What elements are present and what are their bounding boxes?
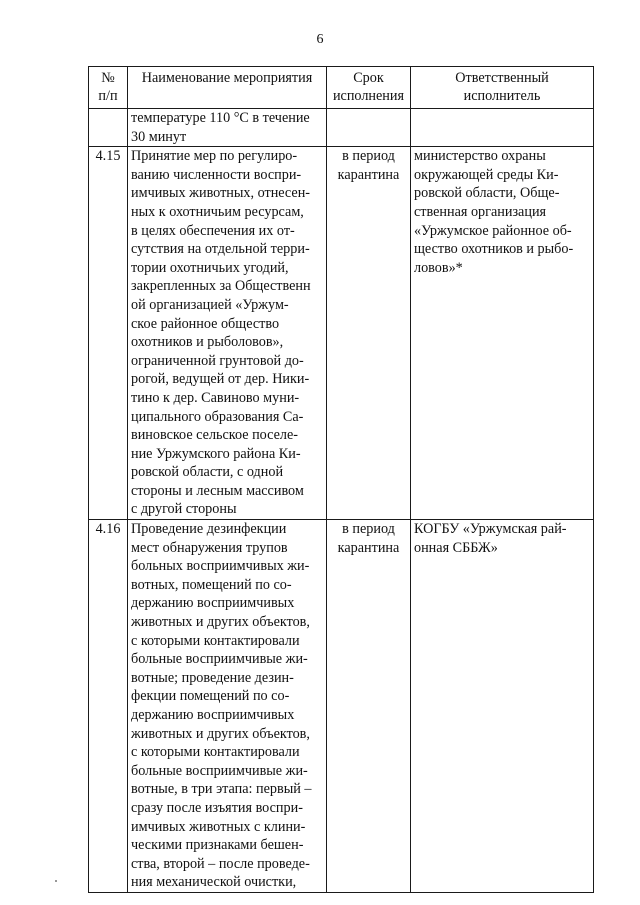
- row-responsible: [411, 147, 594, 520]
- table-row-continuation: [89, 109, 594, 147]
- cell-line: вотных, помещений по со-: [131, 576, 292, 593]
- cell-line: с которыми контактировали: [131, 632, 300, 649]
- cell-line: температуре 110 °С в течение: [131, 110, 310, 126]
- cell-line: сутствия на отдельной терри-: [131, 241, 310, 258]
- row-term: [327, 147, 411, 520]
- cell-line: ства, второй – после проведе-: [131, 855, 310, 872]
- page-number: 6: [316, 32, 324, 47]
- cell-line: ных к охотничьим ресурсам,: [131, 203, 304, 220]
- cell-line: «Уржумское районное об-: [414, 222, 572, 239]
- cell-line: держанию восприимчивых: [131, 595, 295, 612]
- cell-line: ровской области, Обще-: [414, 185, 560, 202]
- cell-line: ния механической очистки,: [131, 874, 297, 891]
- row-responsible: [411, 520, 594, 893]
- cell-line: закрепленных за Общественн: [131, 278, 311, 295]
- cell-line: тории охотничьих угодий,: [131, 259, 289, 276]
- table-row-4-16: [89, 520, 594, 893]
- cell-line: ципального образования Са-: [131, 408, 304, 425]
- header-term: Срок исполнения: [327, 67, 411, 109]
- cell-line: рогой, ведущей от дер. Ники-: [131, 371, 310, 388]
- cell-line: ние Уржумского района Ки-: [131, 445, 301, 462]
- cell-line: животных и других объектов,: [131, 725, 310, 742]
- cell-line: щество охотников и рыбо-: [414, 241, 574, 258]
- cell-line: онная СББЖ»: [414, 539, 498, 556]
- header-name: Наименование мероприятия: [128, 67, 327, 109]
- table-row-4-15: [89, 147, 594, 520]
- cell-line: тино к дер. Савиново муни-: [131, 389, 300, 406]
- cell-line: с которыми контактировали: [131, 744, 300, 761]
- cell-line: окружающей среды Ки-: [414, 166, 559, 183]
- cell-line: больные восприимчивые жи-: [131, 651, 308, 668]
- cell-line: вотные; проведение дезин-: [131, 669, 294, 686]
- cell-line: ой организацией «Уржум-: [131, 296, 289, 313]
- cell-line: больных восприимчивых жи-: [131, 558, 310, 575]
- cell-line: ческими признаками бешен-: [131, 837, 304, 854]
- cell-line: с другой стороны: [131, 501, 237, 518]
- cell-line: ванию численности воспри-: [131, 166, 302, 183]
- cell-line: в целях обеспечения их от-: [131, 222, 295, 239]
- cell-line: ограниченной грунтовой до-: [131, 352, 304, 369]
- measures-table: [88, 66, 594, 893]
- table-header-row: [89, 67, 594, 109]
- scan-speck: [55, 880, 57, 882]
- cell-line: ловов»*: [414, 259, 463, 276]
- cell-line: ровской области, с одной: [131, 464, 284, 481]
- row-num: [89, 109, 128, 147]
- cell-line: в период: [342, 521, 395, 538]
- row-responsible: [411, 109, 594, 147]
- row-term: [327, 109, 411, 147]
- cell-line: ское районное общество: [131, 315, 280, 332]
- cell-line: ственная организация: [414, 203, 547, 220]
- row-num: 4.15: [89, 147, 128, 520]
- cell-line: охотников и рыболовов»,: [131, 334, 284, 351]
- cell-line: имчивых животных с клини-: [131, 818, 306, 835]
- cell-line: виновское сельское поселе-: [131, 427, 298, 444]
- cell-line: стороны и лесным массивом: [131, 482, 304, 499]
- cell-line: держанию восприимчивых: [131, 707, 295, 723]
- header-num: № п/п: [89, 67, 128, 109]
- cell-line: карантина: [337, 539, 400, 556]
- cell-line: министерство охраны: [414, 148, 546, 165]
- cell-line: сразу после изъятия воспри-: [131, 799, 303, 816]
- cell-line: фекции помещений по со-: [131, 688, 290, 705]
- cell-line: в период: [342, 148, 395, 165]
- cell-line: животных и других объектов,: [131, 614, 310, 631]
- cell-line: 30 минут: [131, 128, 187, 145]
- cell-line: мест обнаружения трупов: [131, 539, 288, 556]
- row-name: [128, 147, 327, 520]
- row-term: [327, 520, 411, 893]
- cell-line: имчивых животных, отнесен-: [131, 185, 311, 202]
- row-name: [128, 109, 327, 147]
- row-num: 4.16: [89, 520, 128, 893]
- row-name: [128, 520, 327, 893]
- cell-line: вотные, в три этапа: первый –: [131, 781, 312, 798]
- header-responsible: Ответственный исполнитель: [411, 67, 594, 109]
- cell-line: карантина: [337, 166, 400, 183]
- cell-line: больные восприимчивые жи-: [131, 762, 308, 779]
- cell-line: Проведение дезинфекции: [131, 521, 287, 538]
- cell-line: Принятие мер по регулиро-: [131, 148, 298, 165]
- cell-line: КОГБУ «Уржумская рай-: [414, 521, 567, 538]
